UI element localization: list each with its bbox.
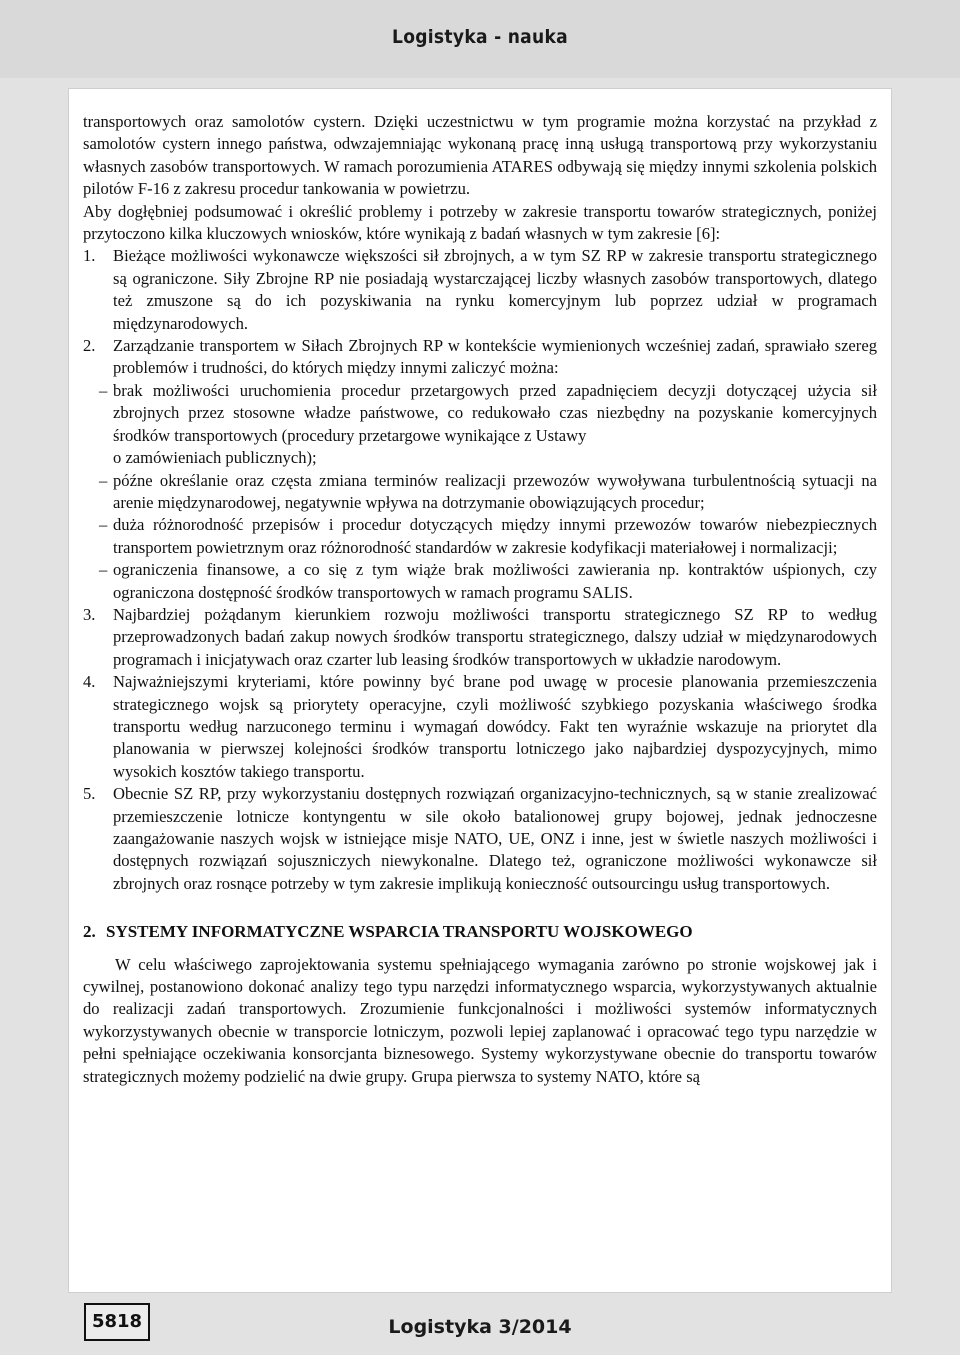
list-text: Najbardziej pożądanym kierunkiem rozwoju możliwości transportu strategicznego SZ RP to według przeprowadzonych badań zakup nowych środków transportu strategicznego, dalszy udział w międzynarodowych programach i inicjatywach oraz czarter lub leasing środków transportowych w układzie narodowym.: [113, 604, 877, 669]
sublist-text: duża różnorodność przepisów i procedur dotyczących między innymi przewozów towarów niebezpiecznych transportem powietrznym oraz różnorodność standardów w zakresie kodyfikacji materiałowej i normalizacji;: [113, 515, 877, 557]
sublist-text: ograniczenia finansowe, a co się z tym wiąże brak możliwości zawierania np. kontraktów uśpionych, czy ograniczona dostępność środków transportowych w ramach programu SALIS.: [113, 560, 877, 602]
dash-marker: –: [99, 470, 108, 490]
list-item: [83, 604, 877, 671]
list-number: 3.: [83, 604, 96, 624]
sublist-text: późne określanie oraz częsta zmiana terminów realizacji przewozów wywoływana turbulentnością sytuacji na arenie międzynarodowej, negatywnie wpływa na dotrzymanie obowiązujących procedur;: [113, 470, 877, 512]
section-title: SYSTEMY INFORMATYCZNE WSPARCIA TRANSPORTU WOJSKOWEGO: [106, 922, 693, 942]
paragraph-summary: Aby dogłębniej podsumować i określić problemy i potrzeby w zakresie transportu towarów strategicznych, poniżej przytoczono kilka kluczowych wniosków, które wynikają z badań własnych w tym zakresie [6]:: [83, 201, 877, 244]
problems-sublist: [99, 380, 877, 604]
sublist-item: [83, 514, 877, 559]
section-paragraph: W celu właściwego zaprojektowania systemu spełniającego wymagania zarówno po stronie wojskowej jak i cywilnej, postanowiono dokonać analizy tego typu narzędzi informatycznego wsparcia, wykorzystywanych aktualnie do realizacji zadań transportowych. Zrozumienie funkcjonalności i możliwości systemów informatycznych wykorzystywanych obecnie w transporcie lotniczym, pozwoli lepiej zaplanować i opracować tego typu narzędzie w pełni spełniające oczekiwania konsorcjanta biznesowego. Systemy wykorzystywane obecnie do transportu towarów strategicznych możemy podzielić na dwie grupy. Grupa pierwsza to systemy NATO, które są: [83, 954, 877, 1086]
list-number: 1.: [83, 246, 96, 266]
dash-marker: –: [99, 380, 108, 400]
paragraph-intro: transportowych oraz samolotów cystern. Dzięki uczestnictwu w tym programie można korzystać na przykład z samolotów cystern innego państwa, odwzajemniając wykonaną pracę inną usługą transportową przy wykorzystaniu własnych zasobów transportowych. W ramach porozumienia ATARES odbywają się między innymi szkolenia polskich pilotów F-16 z zakresu procedur tankowania w powietrzu.: [83, 112, 877, 199]
list-item: [83, 335, 877, 604]
list-text: Obecnie SZ RP, przy wykorzystaniu dostępnych rozwiązań organizacyjno-technicznych, są w stanie zrealizować przemieszczenie lotnicze kontyngentu w sile około batalionowej grupy bojowej, jednak jednoczesne zaangażowanie naszych wojsk w istniejące misje NATO, UE, ONZ i inne, jest w świetle naszych możliwości i dostępnych rozwiązań sojuszniczych niewykonalne. Dlatego też, ograniczone możliwości wykonawcze sił zbrojnych oraz rosnące potrzeby w tym zakresie implikują konieczność outsourcingu usług transportowych.: [113, 784, 877, 893]
list-text: Zarządzanie transportem w Siłach Zbrojnych RP w kontekście wymienionych wcześniej zadań, sprawiało szereg problemów i trudności, do których między innymi zaliczyć można:: [113, 336, 877, 378]
sublist-text-continued: o zamówieniach publicznych);: [113, 448, 317, 468]
section-heading: [83, 921, 877, 943]
list-text: Bieżące możliwości wykonawcze większości sił zbrojnych, a w tym SZ RP w zakresie transportu strategicznego są ograniczone. Siły Zbrojne RP nie posiadają wystarczającej liczby własnych zasobów transportowych, dlatego też zmuszone są do ich pozyskiwania na rynku komercyjnym lub poprzez udział w programach międzynarodowych.: [113, 246, 877, 333]
list-number: 4.: [83, 672, 96, 692]
list-item: [83, 671, 877, 783]
list-number: 2.: [83, 336, 96, 356]
page-content: [68, 88, 892, 1293]
sublist-item: [83, 559, 877, 604]
sublist-text: brak możliwości uruchomienia procedur przetargowych przed zapadnięciem decyzji dotyczącej użycia sił zbrojnych przez stosowne władze państwowe, co redukowało czas niezbędny na pozyskanie komercyjnych środków transportowych (procedury przetargowe wynikające z Ustawy: [113, 380, 877, 445]
journal-title: Logistyka - nauka: [392, 26, 568, 48]
sublist-item: [83, 380, 877, 470]
dash-marker: –: [99, 560, 108, 580]
page-number: 5818: [84, 1303, 150, 1341]
section-number: 2.: [83, 922, 96, 942]
list-item: [83, 783, 877, 895]
issue-label: Logistyka 3/2014: [388, 1316, 572, 1338]
list-text: Najważniejszymi kryteriami, które powinny być brane pod uwagę w procesie planowania przemieszczenia strategicznego wojsk są priorytety operacyjne, czyli możliwość szybkiego pozyskania właściwego środka transportu według narzuconego terminu i wymagań dowódcy. Fakt ten wyraźnie wskazuje na priorytet dla planowania w pierwszej kolejności środków transportu lotniczego jako najbardziej dyspozycyjnych, mimo wysokich kosztów takiego transportu.: [113, 672, 877, 781]
dash-marker: –: [99, 515, 108, 535]
conclusions-list: [83, 245, 877, 895]
list-number: 5.: [83, 784, 96, 804]
list-item: [83, 245, 877, 335]
sublist-item: [83, 470, 877, 515]
